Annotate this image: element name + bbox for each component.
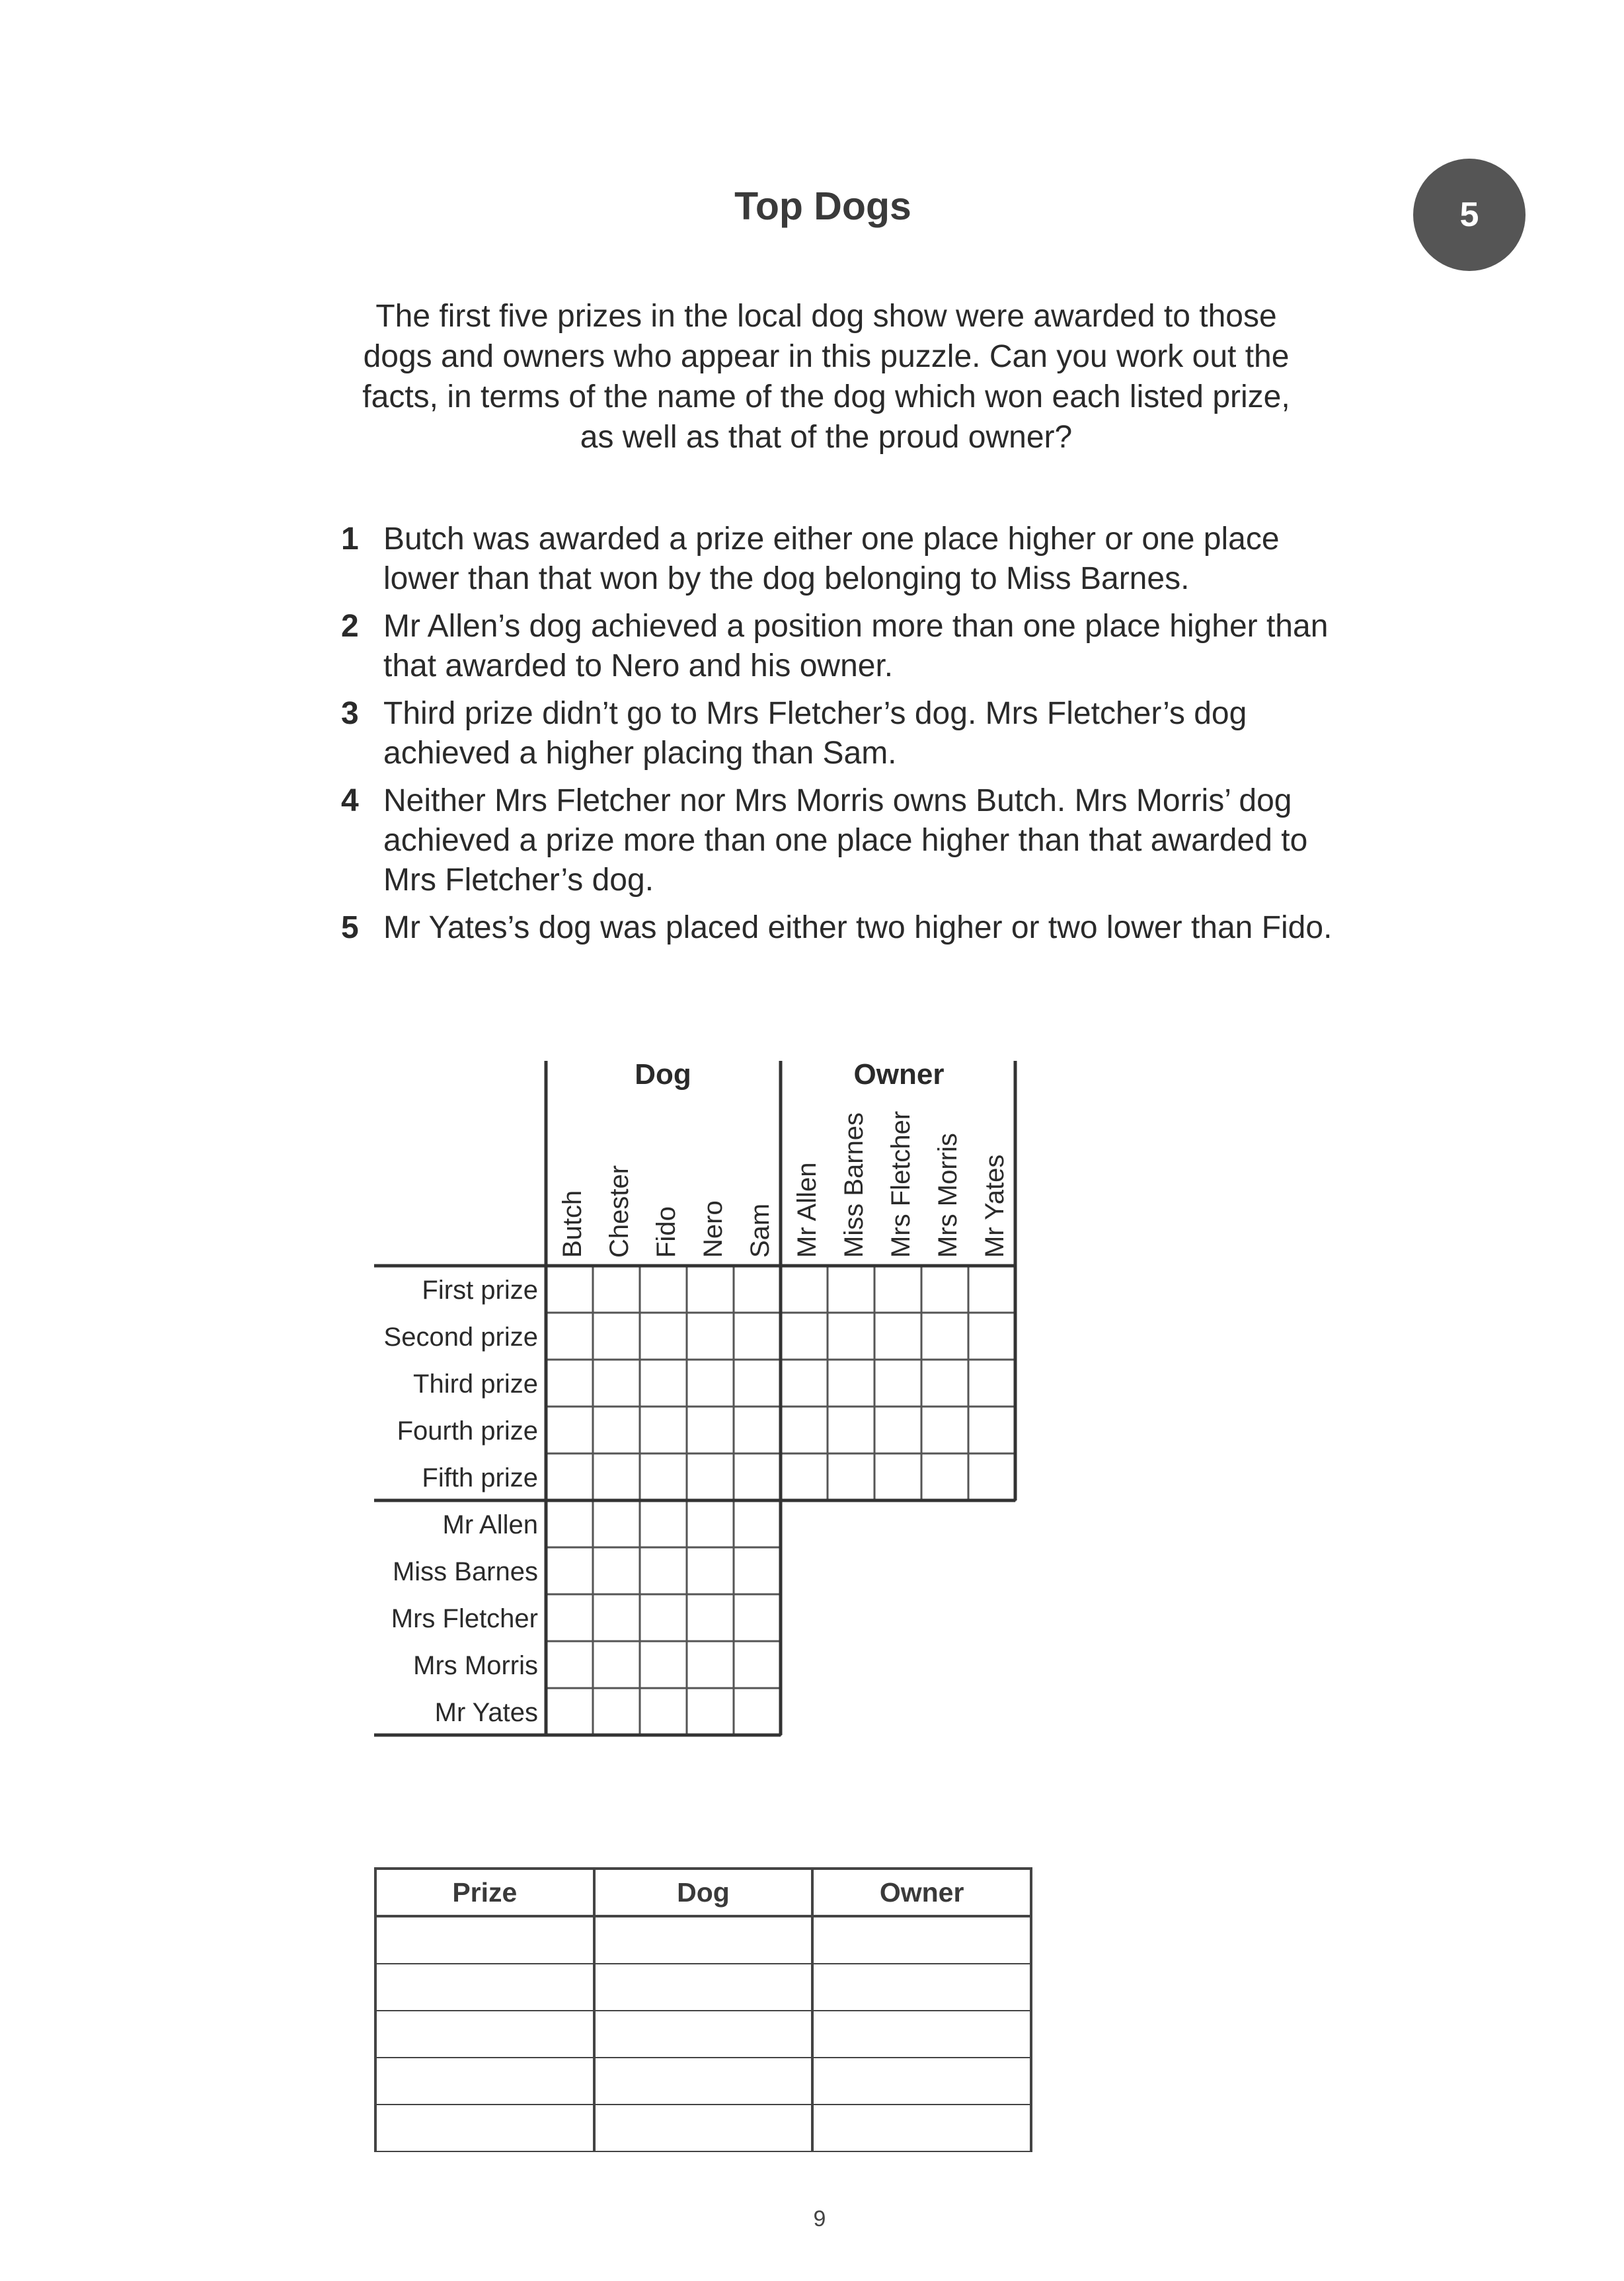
clue-number: 5: [341, 910, 359, 945]
grid-cell-owner-dog[interactable]: [640, 1547, 687, 1594]
grid-cell-prize-dog[interactable]: [734, 1407, 781, 1453]
clue-text: Mr Allen’s dog achieved a position more than one place higher than that awarded to Nero and his owner.: [383, 609, 1329, 683]
intro-paragraph: The first five prizes in the local dog show were awarded to those dogs and owners who appear in this puzzle. Can you work out the facts, in terms of the name of the dog which won each listed prize, as well as that of the proud owner?: [362, 299, 1290, 455]
row-label-fifth-prize: Fifth prize: [422, 1463, 538, 1492]
page-title: Top Dogs: [734, 184, 911, 228]
grid-cell-owner-dog[interactable]: [734, 1688, 781, 1735]
table-row: [375, 1964, 1031, 2011]
grid-cell-prize-dog[interactable]: [687, 1360, 734, 1407]
clue-number: 1: [341, 522, 359, 557]
answer-table: [374, 1867, 1032, 2152]
grid-cell-owner-dog[interactable]: [593, 1594, 640, 1641]
dog-cell[interactable]: [594, 2105, 813, 2151]
dog-header: Dog: [594, 1869, 813, 1916]
clue-text: Mr Yates’s dog was placed either two higher or two lower than Fido.: [383, 910, 1333, 945]
grid-cell-prize-owner[interactable]: [828, 1407, 874, 1453]
column-label-chester: Chester: [605, 1165, 634, 1258]
grid-cell-prize-owner[interactable]: [921, 1453, 968, 1500]
grid-cell-owner-dog[interactable]: [640, 1500, 687, 1547]
row-label-mrs-morris: Mrs Morris: [413, 1651, 538, 1680]
column-label-mr-allen: Mr Allen: [793, 1162, 822, 1258]
grid-cell-owner-dog[interactable]: [546, 1500, 593, 1547]
clue-text: Butch was awarded a prize either one place higher or one place lower than that won by the dog belonging to Miss Barnes.: [383, 522, 1280, 596]
grid-cell-prize-dog[interactable]: [640, 1360, 687, 1407]
grid-cell-prize-owner[interactable]: [874, 1266, 921, 1313]
clue-number: 4: [341, 783, 359, 818]
grid-cell-prize-owner[interactable]: [968, 1407, 1015, 1453]
clue-text: Neither Mrs Fletcher nor Mrs Morris owns Butch. Mrs Morris’ dog achieved a prize more than one place higher than that awarded to Mrs Fletcher’s dog.: [383, 783, 1308, 898]
row-label-mr-allen: Mr Allen: [442, 1510, 538, 1539]
grid-cell-owner-dog[interactable]: [593, 1547, 640, 1594]
row-label-mrs-fletcher: Mrs Fletcher: [391, 1604, 538, 1633]
dog-column-labels: [558, 1165, 775, 1258]
grid-cell-prize-owner[interactable]: [968, 1313, 1015, 1360]
grid-cell-prize-owner[interactable]: [921, 1266, 968, 1313]
grid-cell-owner-dog[interactable]: [734, 1641, 781, 1688]
grid-cell-prize-dog[interactable]: [734, 1266, 781, 1313]
grid-cell-owner-dog[interactable]: [593, 1641, 640, 1688]
row-label-fourth-prize: Fourth prize: [397, 1416, 538, 1446]
grid-cell-owner-dog[interactable]: [640, 1688, 687, 1735]
grid-cell-owner-dog[interactable]: [687, 1688, 734, 1735]
clue-number: 3: [341, 696, 359, 731]
grid-cell-owner-dog[interactable]: [546, 1594, 593, 1641]
grid-cell-prize-owner[interactable]: [828, 1360, 874, 1407]
grid-cell-prize-owner[interactable]: [781, 1266, 828, 1313]
grid-cell-prize-owner[interactable]: [874, 1360, 921, 1407]
prize-cell[interactable]: [375, 2011, 594, 2058]
table-row: [375, 1916, 1031, 1964]
table-row: [375, 2058, 1031, 2105]
row-label-third-prize: Third prize: [413, 1370, 538, 1399]
grid-cell-prize-dog[interactable]: [687, 1453, 734, 1500]
grid-cell-owner-dog[interactable]: [687, 1641, 734, 1688]
grid-cell-owner-dog[interactable]: [687, 1547, 734, 1594]
grid-cell-prize-owner[interactable]: [781, 1360, 828, 1407]
grid-cell-owner-dog[interactable]: [593, 1500, 640, 1547]
row-label-mr-yates: Mr Yates: [434, 1698, 538, 1727]
grid-cell-prize-dog[interactable]: [734, 1453, 781, 1500]
owner-row-labels: [391, 1510, 538, 1727]
grid-cell-prize-owner[interactable]: [921, 1360, 968, 1407]
grid-cell-prize-dog[interactable]: [734, 1313, 781, 1360]
answer-table-header: [375, 1869, 1031, 1916]
grid-cell-owner-dog[interactable]: [734, 1500, 781, 1547]
owner-heading: Owner: [853, 1058, 945, 1091]
grid-cell-prize-dog[interactable]: [734, 1360, 781, 1407]
prize-cell[interactable]: [375, 2105, 594, 2151]
page-number: 9: [813, 2206, 826, 2231]
owner-cell[interactable]: [812, 1916, 1031, 1964]
grid-cell-prize-owner[interactable]: [921, 1407, 968, 1453]
grid-cell-prize-dog[interactable]: [593, 1313, 640, 1360]
column-label-fido: Fido: [652, 1206, 681, 1258]
column-label-miss-barnes: Miss Barnes: [839, 1112, 869, 1258]
owner-column-labels: [793, 1111, 1009, 1258]
dog-heading: Dog: [635, 1058, 691, 1091]
grid-cell-prize-dog[interactable]: [593, 1453, 640, 1500]
prize-row-labels: [384, 1276, 538, 1492]
column-label-mrs-fletcher: Mrs Fletcher: [886, 1110, 915, 1258]
grid-cell-prize-owner[interactable]: [781, 1407, 828, 1453]
grid-cell-prize-owner[interactable]: [828, 1453, 874, 1500]
owner-cell[interactable]: [812, 2105, 1031, 2151]
grid-cell-owner-dog[interactable]: [593, 1688, 640, 1735]
grid-cell-prize-dog[interactable]: [640, 1266, 687, 1313]
grid-cell-owner-dog[interactable]: [734, 1547, 781, 1594]
grid-cell-prize-owner[interactable]: [828, 1266, 874, 1313]
grid-cell-prize-owner[interactable]: [874, 1313, 921, 1360]
row-label-first-prize: First prize: [422, 1276, 538, 1305]
grid-cell-prize-owner[interactable]: [781, 1453, 828, 1500]
grid-cell-prize-dog[interactable]: [687, 1313, 734, 1360]
grid-cell-owner-dog[interactable]: [546, 1641, 593, 1688]
grid-cell-prize-owner[interactable]: [828, 1313, 874, 1360]
dog-cell[interactable]: [594, 1916, 813, 1964]
grid-cell-prize-dog[interactable]: [546, 1360, 593, 1407]
owner-cell[interactable]: [812, 1964, 1031, 2011]
grid-cell-owner-dog[interactable]: [640, 1594, 687, 1641]
grid-cell-owner-dog[interactable]: [640, 1641, 687, 1688]
grid-cell-prize-dog[interactable]: [593, 1407, 640, 1453]
table-row: [375, 2011, 1031, 2058]
grid-cell-owner-dog[interactable]: [687, 1500, 734, 1547]
grid-cell-prize-dog[interactable]: [546, 1266, 593, 1313]
grid-cell-prize-owner[interactable]: [968, 1360, 1015, 1407]
clue-number: 2: [341, 609, 359, 644]
clue-text: Third prize didn’t go to Mrs Fletcher’s dog. Mrs Fletcher’s dog achieved a higher placing than Sam.: [383, 696, 1247, 771]
grid-cell-prize-dog[interactable]: [687, 1407, 734, 1453]
dog-cell[interactable]: [594, 2011, 813, 2058]
grid-cell-owner-dog[interactable]: [734, 1594, 781, 1641]
grid-cell-prize-dog[interactable]: [640, 1453, 687, 1500]
grid-cell-prize-owner[interactable]: [921, 1313, 968, 1360]
prize-cell[interactable]: [375, 1916, 594, 1964]
column-label-butch: Butch: [558, 1190, 587, 1258]
row-label-second-prize: Second prize: [383, 1323, 538, 1352]
grid-cell-prize-dog[interactable]: [687, 1266, 734, 1313]
grid-cell-prize-owner[interactable]: [968, 1453, 1015, 1500]
grid-cell-owner-dog[interactable]: [687, 1594, 734, 1641]
column-label-mr-yates: Mr Yates: [980, 1154, 1009, 1258]
grid-cell-prize-owner[interactable]: [968, 1266, 1015, 1313]
owner-cell[interactable]: [812, 2011, 1031, 2058]
prize-cell[interactable]: [375, 1964, 594, 2011]
grid-cell-prize-dog[interactable]: [640, 1407, 687, 1453]
dog-cell[interactable]: [594, 2058, 813, 2105]
grid-cell-prize-dog[interactable]: [546, 1453, 593, 1500]
grid-cell-owner-dog[interactable]: [546, 1688, 593, 1735]
row-label-miss-barnes: Miss Barnes: [392, 1557, 538, 1586]
column-label-nero: Nero: [699, 1200, 728, 1258]
grid-cell-owner-dog[interactable]: [546, 1547, 593, 1594]
grid-cell-prize-dog[interactable]: [593, 1360, 640, 1407]
column-label-mrs-morris: Mrs Morris: [933, 1133, 962, 1258]
grid-cell-prize-dog[interactable]: [546, 1313, 593, 1360]
owner-header: Owner: [812, 1869, 1031, 1916]
dog-cell[interactable]: [594, 1964, 813, 2011]
grid-cell-prize-owner[interactable]: [874, 1453, 921, 1500]
owner-cell[interactable]: [812, 2058, 1031, 2105]
grid-cell-prize-owner[interactable]: [781, 1313, 828, 1360]
column-label-sam: Sam: [746, 1203, 775, 1258]
grid-cell-prize-dog[interactable]: [546, 1407, 593, 1453]
grid-cell-prize-dog[interactable]: [593, 1266, 640, 1313]
grid-cell-prize-owner[interactable]: [874, 1407, 921, 1453]
puzzle-number-badge: 5: [1413, 159, 1526, 271]
table-row: [375, 2105, 1031, 2151]
prize-header: Prize: [375, 1869, 594, 1916]
grid-cell-prize-dog[interactable]: [640, 1313, 687, 1360]
prize-cell[interactable]: [375, 2058, 594, 2105]
